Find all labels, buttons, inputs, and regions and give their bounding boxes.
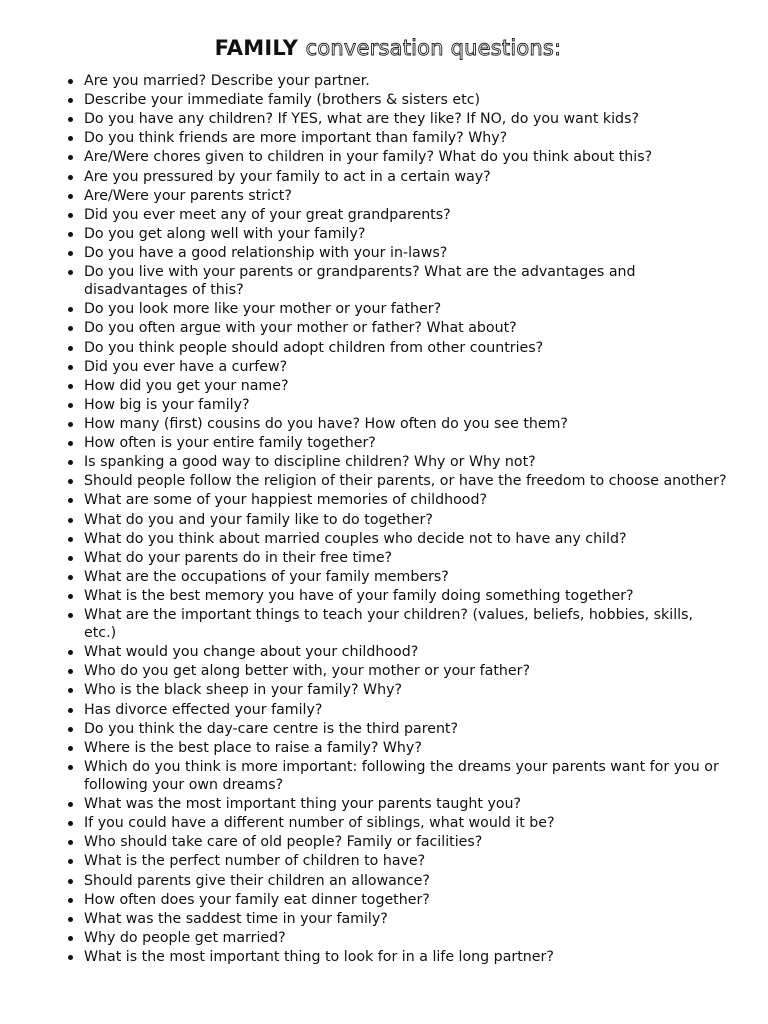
question-item: What is the best memory you have of your family doing something together? xyxy=(84,587,728,605)
question-item: What do you and your family like to do together? xyxy=(84,511,728,529)
title-outline-text: conversation questions: xyxy=(305,36,562,60)
title-bold-word: FAMILY xyxy=(214,36,299,60)
question-item: Describe your immediate family (brothers & sisters etc) xyxy=(84,91,728,109)
question-item: Why do people get married? xyxy=(84,929,728,947)
question-item: How many (first) cousins do you have? How often do you see them? xyxy=(84,415,728,433)
question-item: Do you think friends are more important than family? Why? xyxy=(84,129,728,147)
page-title xyxy=(0,34,768,62)
question-item: Do you have any children? If YES, what are they like? If NO, do you want kids? xyxy=(84,110,728,128)
question-item: How often does your family eat dinner together? xyxy=(84,891,728,909)
question-item: What are the occupations of your family members? xyxy=(84,568,728,586)
question-item: Do you live with your parents or grandparents? What are the advantages and disadvantages of this? xyxy=(84,263,728,299)
question-item: Are/Were chores given to children in your family? What do you think about this? xyxy=(84,148,728,166)
question-item: Is spanking a good way to discipline children? Why or Why not? xyxy=(84,453,728,471)
question-item: Do you get along well with your family? xyxy=(84,225,728,243)
question-item: Where is the best place to raise a family? Why? xyxy=(84,739,728,757)
question-item: Are you pressured by your family to act in a certain way? xyxy=(84,168,728,186)
question-item: What do you think about married couples who decide not to have any child? xyxy=(84,530,728,548)
question-item: Do you have a good relationship with your in-laws? xyxy=(84,244,728,262)
question-item: Did you ever have a curfew? xyxy=(84,358,728,376)
question-item: How did you get your name? xyxy=(84,377,728,395)
question-list xyxy=(0,72,768,966)
question-item: Do you think people should adopt children from other countries? xyxy=(84,339,728,357)
question-item: What do your parents do in their free time? xyxy=(84,549,728,567)
question-item: What is the most important thing to look for in a life long partner? xyxy=(84,948,728,966)
question-item: What was the most important thing your parents taught you? xyxy=(84,795,728,813)
question-item: Who should take care of old people? Family or facilities? xyxy=(84,833,728,851)
question-item: Do you often argue with your mother or father? What about? xyxy=(84,319,728,337)
question-item: Should parents give their children an allowance? xyxy=(84,872,728,890)
question-item: Are you married? Describe your partner. xyxy=(84,72,728,90)
question-item: Do you think the day-care centre is the third parent? xyxy=(84,720,728,738)
question-item: Are/Were your parents strict? xyxy=(84,187,728,205)
question-item: How often is your entire family together? xyxy=(84,434,728,452)
question-item: How big is your family? xyxy=(84,396,728,414)
question-item: Who is the black sheep in your family? Why? xyxy=(84,681,728,699)
question-item: What would you change about your childhood? xyxy=(84,643,728,661)
question-item: What was the saddest time in your family? xyxy=(84,910,728,928)
question-item: Should people follow the religion of their parents, or have the freedom to choose another? xyxy=(84,473,727,490)
question-item: Who do you get along better with, your mother or your father? xyxy=(84,662,728,680)
question-item: What is the perfect number of children to have? xyxy=(84,852,728,870)
question-item: If you could have a different number of siblings, what would it be? xyxy=(84,814,728,832)
question-item: Has divorce effected your family? xyxy=(84,701,728,719)
question-item: Do you look more like your mother or your father? xyxy=(84,300,728,318)
question-item: Did you ever meet any of your great grandparents? xyxy=(84,206,728,224)
question-item: What are some of your happiest memories of childhood? xyxy=(84,491,728,509)
question-item: What are the important things to teach your children? (values, beliefs, hobbies, skills, etc.) xyxy=(84,606,728,642)
question-item: Which do you think is more important: following the dreams your parents want for you or following your own dreams? xyxy=(84,758,728,794)
